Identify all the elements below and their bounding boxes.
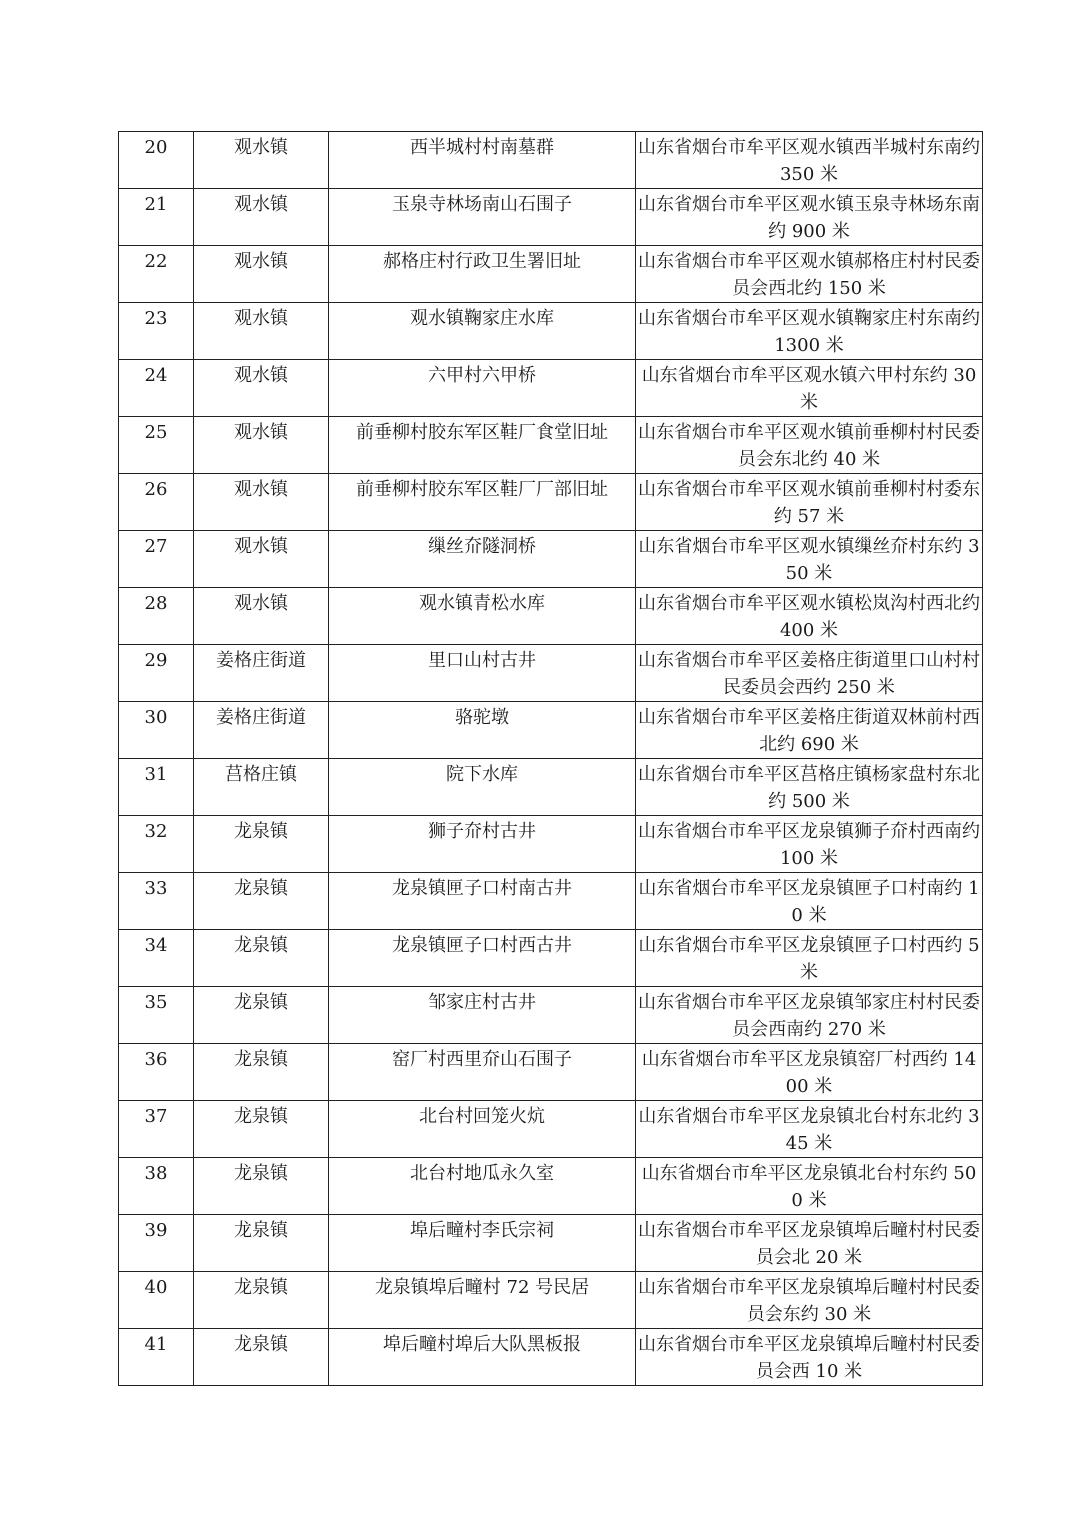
cell-number <box>119 303 194 360</box>
cell-town <box>194 474 329 531</box>
table-row <box>119 417 983 474</box>
cell-site-name <box>329 474 636 531</box>
cell-site-name-text: 前垂柳村胶东军区鞋厂食堂旧址 <box>356 422 608 443</box>
cell-town-text: 龙泉镇 <box>234 1334 288 1355</box>
cell-town <box>194 1158 329 1215</box>
cell-site-name-text: 西半城村村南墓群 <box>410 137 554 158</box>
cell-location <box>636 474 983 531</box>
cell-site-name <box>329 702 636 759</box>
table-row <box>119 1101 983 1158</box>
cell-number-text: 24 <box>144 365 168 386</box>
cell-location-text: 山东省烟台市牟平区观水镇松岚沟村西北约 400 米 <box>638 593 980 641</box>
cell-town-text: 姜格庄街道 <box>216 707 306 728</box>
cell-number-text: 32 <box>144 821 168 842</box>
cell-town <box>194 132 329 189</box>
cell-number-text: 28 <box>144 593 168 614</box>
cell-number <box>119 702 194 759</box>
cell-location-text: 山东省烟台市牟平区龙泉镇匣子口村南约 10 米 <box>638 878 980 926</box>
cell-location-text: 山东省烟台市牟平区龙泉镇窑厂村西约 1400 米 <box>641 1049 977 1097</box>
cell-location-text: 山东省烟台市牟平区龙泉镇邹家庄村村民委员会西南约 270 米 <box>638 992 980 1040</box>
cell-town-text: 观水镇 <box>234 308 288 329</box>
cell-number <box>119 417 194 474</box>
cell-number <box>119 189 194 246</box>
cell-town-text: 观水镇 <box>234 593 288 614</box>
table-row <box>119 702 983 759</box>
cell-town <box>194 930 329 987</box>
cell-location <box>636 816 983 873</box>
cell-number <box>119 474 194 531</box>
cell-number-text: 36 <box>144 1049 168 1070</box>
cell-town-text: 观水镇 <box>234 137 288 158</box>
cell-number <box>119 1329 194 1386</box>
cell-town-text: 龙泉镇 <box>234 1163 288 1184</box>
table-row <box>119 759 983 816</box>
cell-site-name <box>329 531 636 588</box>
cell-number <box>119 1044 194 1101</box>
cell-location <box>636 246 983 303</box>
cell-location-text: 山东省烟台市牟平区龙泉镇北台村东约 500 米 <box>641 1163 977 1211</box>
table-row <box>119 1329 983 1386</box>
table-row <box>119 1272 983 1329</box>
cell-site-name-text: 前垂柳村胶东军区鞋厂厂部旧址 <box>356 479 608 500</box>
cell-site-name-text: 狮子夼村古井 <box>428 821 536 842</box>
cell-location-text: 山东省烟台市牟平区龙泉镇埠后疃村村民委员会东约 30 米 <box>638 1277 980 1325</box>
cell-town <box>194 189 329 246</box>
table-row <box>119 1158 983 1215</box>
cell-location <box>636 873 983 930</box>
cell-location-text: 山东省烟台市牟平区观水镇六甲村东约 30 米 <box>641 365 977 413</box>
cell-number <box>119 360 194 417</box>
cell-site-name-text: 邹家庄村古井 <box>428 992 536 1013</box>
cell-location <box>636 531 983 588</box>
cell-site-name-text: 骆驼墩 <box>455 707 509 728</box>
cell-site-name <box>329 1272 636 1329</box>
cell-town <box>194 1215 329 1272</box>
cell-location <box>636 1329 983 1386</box>
cell-site-name-text: 埠后疃村埠后大队黑板报 <box>383 1334 581 1355</box>
cell-town <box>194 417 329 474</box>
cell-town <box>194 531 329 588</box>
cell-number <box>119 531 194 588</box>
cell-town-text: 龙泉镇 <box>234 878 288 899</box>
cell-town <box>194 360 329 417</box>
cell-town <box>194 645 329 702</box>
cell-site-name <box>329 1044 636 1101</box>
cell-site-name <box>329 987 636 1044</box>
cell-number <box>119 987 194 1044</box>
cell-town-text: 龙泉镇 <box>234 935 288 956</box>
cell-number <box>119 588 194 645</box>
cell-town-text: 观水镇 <box>234 479 288 500</box>
table-row <box>119 360 983 417</box>
cell-site-name-text: 玉泉寺林场南山石围子 <box>392 194 572 215</box>
cell-site-name <box>329 132 636 189</box>
cell-location <box>636 417 983 474</box>
cell-location-text: 山东省烟台市牟平区龙泉镇北台村东北约 345 米 <box>638 1106 980 1154</box>
cell-number-text: 33 <box>144 878 168 899</box>
cell-town-text: 姜格庄街道 <box>216 650 306 671</box>
cell-site-name-text: 埠后疃村李氏宗祠 <box>410 1220 554 1241</box>
cell-number-text: 31 <box>144 764 168 785</box>
table-row <box>119 474 983 531</box>
table-row <box>119 531 983 588</box>
table-row <box>119 246 983 303</box>
cell-number <box>119 816 194 873</box>
cell-town-text: 观水镇 <box>234 365 288 386</box>
table-row <box>119 1215 983 1272</box>
cell-location <box>636 645 983 702</box>
cell-site-name-text: 北台村回笼火炕 <box>419 1106 545 1127</box>
cell-town-text: 龙泉镇 <box>234 992 288 1013</box>
cell-site-name-text: 六甲村六甲桥 <box>428 365 536 386</box>
cell-site-name <box>329 930 636 987</box>
cell-town <box>194 759 329 816</box>
cell-town-text: 龙泉镇 <box>234 1106 288 1127</box>
cell-town-text: 龙泉镇 <box>234 821 288 842</box>
cell-town <box>194 987 329 1044</box>
cell-location-text: 山东省烟台市牟平区龙泉镇埠后疃村村民委员会西 10 米 <box>638 1334 980 1382</box>
cell-number-text: 37 <box>144 1106 168 1127</box>
cell-location <box>636 303 983 360</box>
cell-town <box>194 1272 329 1329</box>
cell-location-text: 山东省烟台市牟平区龙泉镇匣子口村西约 5 米 <box>638 935 980 983</box>
cell-site-name-text: 观水镇鞠家庄水库 <box>410 308 554 329</box>
cell-site-name <box>329 303 636 360</box>
cell-location <box>636 1044 983 1101</box>
cell-number <box>119 930 194 987</box>
cell-town-text: 观水镇 <box>234 251 288 272</box>
table-row <box>119 645 983 702</box>
cell-location <box>636 759 983 816</box>
cell-number-text: 20 <box>144 137 168 158</box>
cell-number <box>119 1272 194 1329</box>
cell-number-text: 30 <box>144 707 168 728</box>
cell-number <box>119 1158 194 1215</box>
cell-site-name <box>329 873 636 930</box>
cell-site-name <box>329 246 636 303</box>
cell-number <box>119 1215 194 1272</box>
cell-site-name <box>329 1101 636 1158</box>
cell-town <box>194 702 329 759</box>
cell-site-name <box>329 189 636 246</box>
cell-number <box>119 645 194 702</box>
cell-location <box>636 1101 983 1158</box>
cell-site-name-text: 院下水库 <box>446 764 518 785</box>
cell-location <box>636 987 983 1044</box>
cell-site-name-text: 里口山村古井 <box>428 650 536 671</box>
cell-number-text: 25 <box>144 422 168 443</box>
cell-number-text: 22 <box>144 251 168 272</box>
cell-location <box>636 702 983 759</box>
heritage-site-table <box>118 131 983 1386</box>
cell-number-text: 29 <box>144 650 168 671</box>
cell-site-name <box>329 1158 636 1215</box>
cell-location <box>636 189 983 246</box>
cell-number-text: 39 <box>144 1220 168 1241</box>
cell-location-text: 山东省烟台市牟平区观水镇西半城村东南约 350 米 <box>638 137 980 185</box>
cell-town <box>194 588 329 645</box>
cell-town <box>194 1044 329 1101</box>
cell-town <box>194 873 329 930</box>
cell-site-name-text: 观水镇青松水库 <box>419 593 545 614</box>
table-row <box>119 816 983 873</box>
cell-number <box>119 759 194 816</box>
cell-town <box>194 303 329 360</box>
cell-number-text: 26 <box>144 479 168 500</box>
cell-number-text: 35 <box>144 992 168 1013</box>
cell-site-name-text: 窑厂村西里夼山石围子 <box>392 1049 572 1070</box>
cell-site-name <box>329 645 636 702</box>
table-row <box>119 588 983 645</box>
cell-number-text: 40 <box>144 1277 168 1298</box>
cell-location-text: 山东省烟台市牟平区姜格庄街道里口山村村民委员会西约 250 米 <box>638 650 980 698</box>
table-row <box>119 1044 983 1101</box>
table-row <box>119 930 983 987</box>
cell-town <box>194 246 329 303</box>
cell-location-text: 山东省烟台市牟平区观水镇鞠家庄村东南约 1300 米 <box>638 308 980 356</box>
cell-number-text: 38 <box>144 1163 168 1184</box>
cell-number-text: 27 <box>144 536 168 557</box>
cell-town <box>194 1101 329 1158</box>
cell-town <box>194 1329 329 1386</box>
cell-site-name-text: 龙泉镇匣子口村南古井 <box>392 878 572 899</box>
cell-number-text: 34 <box>144 935 168 956</box>
cell-location-text: 山东省烟台市牟平区莒格庄镇杨家盘村东北约 500 米 <box>638 764 980 812</box>
cell-location-text: 山东省烟台市牟平区观水镇玉泉寺林场东南约 900 米 <box>638 194 980 242</box>
cell-location <box>636 1158 983 1215</box>
cell-number <box>119 1101 194 1158</box>
cell-number <box>119 132 194 189</box>
cell-site-name-text: 龙泉镇匣子口村西古井 <box>392 935 572 956</box>
cell-town-text: 龙泉镇 <box>234 1220 288 1241</box>
table-row <box>119 987 983 1044</box>
table-row <box>119 132 983 189</box>
cell-site-name-text: 缫丝夼隧洞桥 <box>428 536 536 557</box>
cell-location <box>636 1272 983 1329</box>
cell-number-text: 41 <box>144 1334 168 1355</box>
cell-number-text: 21 <box>144 194 168 215</box>
cell-location-text: 山东省烟台市牟平区龙泉镇狮子夼村西南约 100 米 <box>638 821 980 869</box>
cell-site-name <box>329 417 636 474</box>
cell-town-text: 莒格庄镇 <box>225 764 297 785</box>
cell-location-text: 山东省烟台市牟平区观水镇前垂柳村村民委员会东北约 40 米 <box>638 422 980 470</box>
cell-number <box>119 246 194 303</box>
cell-town-text: 观水镇 <box>234 194 288 215</box>
table-body <box>119 132 983 1386</box>
cell-town-text: 龙泉镇 <box>234 1277 288 1298</box>
cell-site-name-text: 郝格庄村行政卫生署旧址 <box>383 251 581 272</box>
table-row <box>119 873 983 930</box>
cell-location <box>636 588 983 645</box>
cell-location-text: 山东省烟台市牟平区姜格庄街道双林前村西北约 690 米 <box>638 707 980 755</box>
cell-location-text: 山东省烟台市牟平区观水镇前垂柳村村委东约 57 米 <box>638 479 980 527</box>
cell-town-text: 龙泉镇 <box>234 1049 288 1070</box>
cell-number-text: 23 <box>144 308 168 329</box>
cell-location <box>636 1215 983 1272</box>
cell-town <box>194 816 329 873</box>
cell-town-text: 观水镇 <box>234 536 288 557</box>
cell-site-name <box>329 1329 636 1386</box>
cell-location-text: 山东省烟台市牟平区龙泉镇埠后疃村村民委员会北 20 米 <box>638 1220 980 1268</box>
cell-site-name <box>329 816 636 873</box>
cell-site-name-text: 龙泉镇埠后疃村 72 号民居 <box>374 1277 590 1298</box>
table-row <box>119 189 983 246</box>
cell-location-text: 山东省烟台市牟平区观水镇缫丝夼村东约 350 米 <box>638 536 980 584</box>
table-row <box>119 303 983 360</box>
cell-location-text: 山东省烟台市牟平区观水镇郝格庄村村民委员会西北约 150 米 <box>638 251 980 299</box>
cell-site-name <box>329 1215 636 1272</box>
cell-site-name-text: 北台村地瓜永久室 <box>410 1163 554 1184</box>
cell-site-name <box>329 588 636 645</box>
cell-location <box>636 360 983 417</box>
cell-location <box>636 132 983 189</box>
cell-site-name <box>329 759 636 816</box>
cell-number <box>119 873 194 930</box>
cell-town-text: 观水镇 <box>234 422 288 443</box>
cell-site-name <box>329 360 636 417</box>
cell-location <box>636 930 983 987</box>
